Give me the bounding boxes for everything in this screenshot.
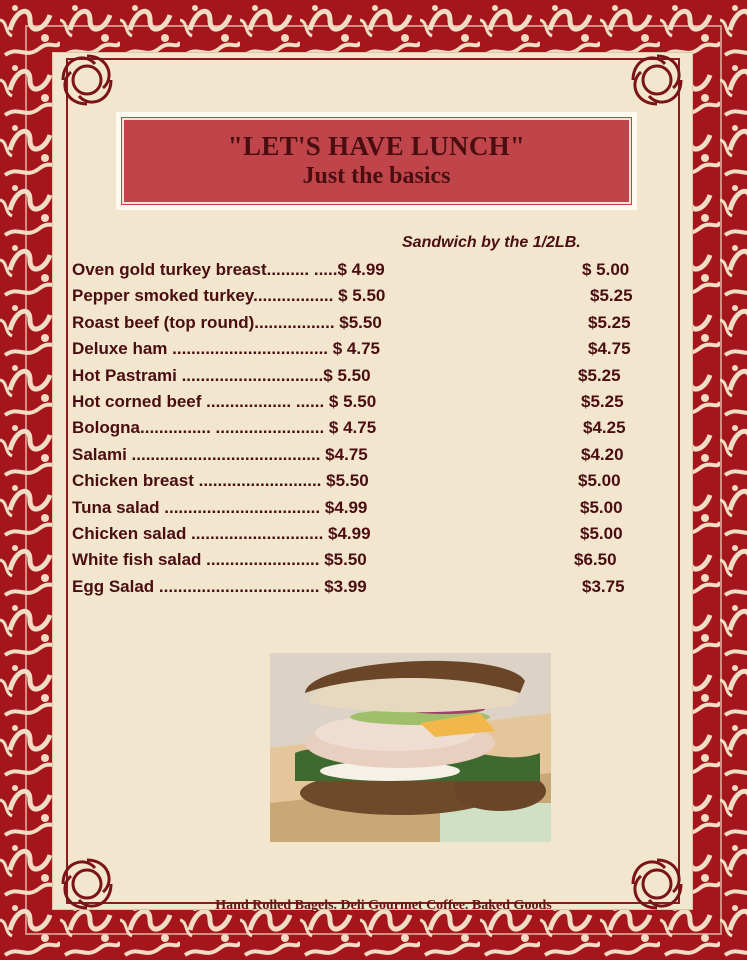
menu-item-text: Pepper smoked turkey................. $ 5.50: [72, 286, 386, 306]
page-subtitle: Just the basics: [302, 163, 451, 189]
menu-item-half-lb-price: $5.25: [578, 365, 621, 385]
menu-item-half-lb-price: $5.25: [581, 391, 624, 411]
menu-item: [72, 469, 672, 495]
menu-item-text: Roast beef (top round)................. $5.50: [72, 312, 382, 332]
menu-item-text: Oven gold turkey breast......... .....$ 4.99: [72, 260, 385, 279]
menu-item: [72, 364, 672, 390]
menu-item: [72, 548, 672, 574]
menu-item: [72, 311, 672, 337]
menu-item-text: Hot Pastrami ..............................$ 5.50: [72, 365, 371, 385]
menu-item-text: Salami ........................................ $4.75: [72, 444, 368, 464]
menu-item-text: Chicken breast .......................... $5.50: [72, 471, 369, 491]
menu-item-half-lb-price: $6.50: [574, 550, 617, 570]
menu-item-half-lb-price: $ 5.00: [582, 260, 630, 279]
menu-item: [72, 575, 672, 601]
title-banner-inner: [122, 118, 631, 204]
menu-item-half-lb-price: $4.20: [581, 444, 624, 464]
menu-item: [72, 390, 672, 416]
menu-item: [72, 284, 672, 310]
menu-item-half-lb-price: $5.00: [578, 471, 621, 491]
menu-item: [72, 496, 672, 522]
menu-item-half-lb-price: $4.75: [588, 339, 631, 359]
menu-item-text: Bologna............... ....................... $ 4.75: [72, 418, 377, 438]
corner-knot-icon: [625, 48, 689, 112]
menu-item-text: Deluxe ham ................................. $ 4.75: [72, 339, 381, 359]
page-title: "LET'S HAVE LUNCH": [227, 131, 526, 161]
menu-item-half-lb-price: $5.00: [580, 497, 623, 517]
menu-item-text: Chicken salad ............................ $4.99: [72, 523, 371, 543]
menu-item-text: Hot corned beef .................. ...... $ 5.50: [72, 391, 377, 411]
title-banner: [116, 112, 637, 210]
menu-item: [72, 337, 672, 363]
menu-item-half-lb-price: $5.00: [580, 523, 623, 543]
menu-item-half-lb-price: $5.25: [590, 286, 633, 306]
menu-item: [72, 416, 672, 442]
sandwich-photo: [270, 653, 551, 842]
menu-item-half-lb-price: $5.25: [588, 312, 631, 332]
corner-knot-icon: [55, 48, 119, 112]
menu-item-text: Egg Salad .................................. $3.99: [72, 576, 367, 596]
menu-item-text: White fish salad ........................ $5.50: [72, 550, 367, 570]
menu-list: [72, 258, 672, 601]
menu-item: [72, 258, 672, 284]
menu-item: [72, 443, 672, 469]
column-header: Sandwich by the 1/2LB.: [402, 234, 581, 251]
footer-tagline: Hand Rolled Bagels. Deli Gourmet Coffee. Baked Goods: [215, 898, 552, 913]
menu-item-half-lb-price: $3.75: [582, 576, 625, 596]
menu-item: [72, 522, 672, 548]
menu-item-half-lb-price: $4.25: [583, 418, 626, 438]
menu-item-text: Tuna salad ................................. $4.99: [72, 497, 368, 517]
